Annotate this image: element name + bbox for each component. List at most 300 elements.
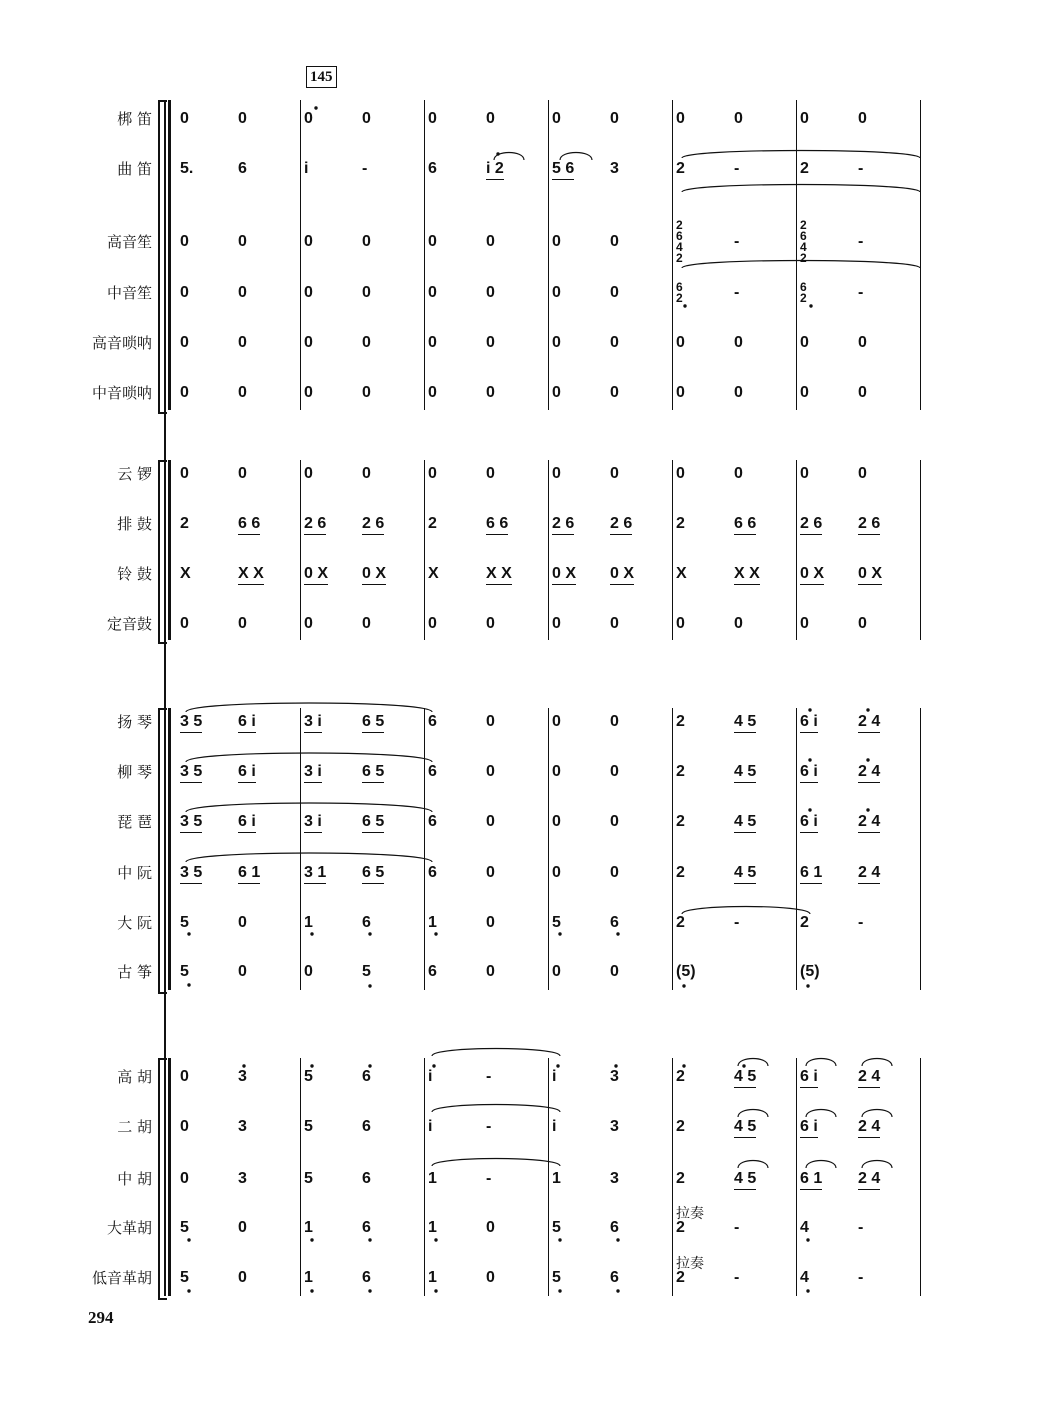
note-cell: 3 [238, 1068, 247, 1085]
note-cell: 4 5 [734, 1117, 756, 1138]
note-cell: 3 [610, 1170, 619, 1187]
instrument-label: 琵 琶 [117, 813, 152, 831]
note-cell: 2 6 [362, 514, 384, 535]
note-cell: 0 [304, 963, 313, 980]
note-cell: 5 [180, 963, 189, 980]
octave-dot [556, 1064, 559, 1067]
note-cell: 2 6 4 2 [800, 218, 807, 265]
note-cell: 3 [610, 1118, 619, 1135]
note-cell: 6 1 [800, 1169, 822, 1190]
note-cell: 5 [552, 1219, 561, 1236]
note-cell: 6 [362, 1068, 371, 1085]
note-cell: 0 [238, 110, 247, 127]
note-cell: - [858, 160, 864, 177]
note-cell: 6 i [800, 712, 818, 733]
note-cell: 0 [486, 384, 495, 401]
note-cell: 2 [180, 515, 189, 532]
note-cell: 0 [304, 384, 313, 401]
note-cell: - [734, 914, 740, 931]
note-cell: 2 [676, 1219, 685, 1236]
note-cell: 2 [800, 160, 809, 177]
note-cell: 0 [486, 1269, 495, 1286]
note-cell: 0 [676, 384, 685, 401]
note-cell: - [486, 1068, 492, 1085]
note-cell: 5 [552, 914, 561, 931]
note-cell: - [734, 1269, 740, 1286]
note-cell: 2 [676, 864, 685, 881]
note-cell: 0 X [552, 564, 576, 585]
note-cell: i [304, 160, 309, 177]
note-cell: 0 [676, 465, 685, 482]
note-cell: 6 [610, 914, 619, 931]
note-cell: 0 [238, 615, 247, 632]
note-cell: 0 [180, 334, 189, 351]
slur [862, 1059, 892, 1067]
tie [682, 151, 920, 159]
note-cell: 2 4 [858, 863, 880, 884]
note-cell: 0 [734, 384, 743, 401]
octave-dot [682, 1064, 685, 1067]
note-cell: 2 4 [858, 1067, 880, 1088]
octave-dot [616, 1289, 619, 1292]
note-cell: 0 [610, 963, 619, 980]
note-cell: i [552, 1118, 557, 1135]
note-cell: 2 [676, 1068, 685, 1085]
note-cell: 2 6 [610, 514, 632, 535]
note-cell: 6 i [800, 812, 818, 833]
instrument-label: 梆 笛 [117, 110, 152, 128]
note-cell: 0 [858, 110, 867, 127]
instrument-label: 中音笙 [106, 284, 152, 302]
note-cell: 0 [676, 110, 685, 127]
octave-dot [310, 1289, 313, 1292]
note-cell: 0 X [304, 564, 328, 585]
note-cell: 0 [610, 713, 619, 730]
note-cell: 2 6 [304, 514, 326, 535]
octave-dot [808, 808, 811, 811]
note-cell: - [858, 914, 864, 931]
note-cell: 0 [428, 465, 437, 482]
octave-dot [310, 932, 313, 935]
note-cell: 0 [180, 233, 189, 250]
note-cell: 0 X [800, 564, 824, 585]
note-cell: 2 [676, 713, 685, 730]
note-cell: i 2 [486, 159, 504, 180]
note-cell: 0 [610, 763, 619, 780]
note-cell: 0 [304, 465, 313, 482]
note-cell: 2 [676, 160, 685, 177]
note-cell: 2 [676, 914, 685, 931]
octave-dot [368, 932, 371, 935]
note-cell: 5 [304, 1118, 313, 1135]
slur [560, 153, 592, 161]
slur [806, 1110, 836, 1118]
octave-dot [496, 152, 499, 155]
octave-dot [682, 984, 685, 987]
note-cell: 0 X [610, 564, 634, 585]
instrument-label: 大革胡 [106, 1219, 152, 1237]
octave-dot [806, 984, 809, 987]
note-cell: - [734, 1219, 740, 1236]
note-cell: 4 5 [734, 712, 756, 733]
note-cell: 1 [428, 1170, 437, 1187]
bowing-marking: 拉奏 [676, 1256, 704, 1272]
bowing-marking: 拉奏 [676, 1206, 704, 1222]
note-cell: X X [734, 564, 760, 585]
slur [186, 803, 432, 812]
page-number: 294 [88, 1308, 114, 1327]
octave-dot [558, 932, 561, 935]
note-cell: - [734, 284, 740, 301]
note-cell: 5 [304, 1068, 313, 1085]
octave-dot [558, 1238, 561, 1241]
note-cell: 2 [676, 515, 685, 532]
note-cell: 3 [238, 1118, 247, 1135]
note-cell: 6 i [238, 712, 256, 733]
note-cell: 0 [180, 110, 189, 127]
instrument-label: 高音唢呐 [91, 334, 152, 352]
octave-dot [806, 1289, 809, 1292]
note-cell: 0 [238, 1219, 247, 1236]
note-cell: 0 [486, 465, 495, 482]
note-cell: 0 [858, 465, 867, 482]
note-cell: 0 [238, 465, 247, 482]
note-cell: 0 [610, 465, 619, 482]
tie [432, 1105, 560, 1113]
note-cell: 0 [304, 110, 313, 127]
note-cell: 0 [486, 233, 495, 250]
note-cell: 0 [180, 465, 189, 482]
note-cell: 0 [734, 465, 743, 482]
note-cell: 1 [428, 1219, 437, 1236]
note-cell: 0 [610, 384, 619, 401]
octave-dot [866, 808, 869, 811]
note-cell: 2 6 [552, 514, 574, 535]
note-cell: 0 [858, 384, 867, 401]
note-cell: 0 [362, 334, 371, 351]
note-cell: 0 [486, 914, 495, 931]
note-cell: 3 1 [304, 863, 326, 884]
tie [432, 1049, 560, 1057]
note-cell: 5 [180, 1219, 189, 1236]
note-cell: 0 [858, 334, 867, 351]
note-cell: 0 [800, 334, 809, 351]
note-cell: 0 [800, 615, 809, 632]
note-cell: 5. [180, 160, 194, 177]
note-cell: 5 [180, 914, 189, 931]
note-cell: 3 [610, 160, 619, 177]
note-cell: 6 [428, 813, 437, 830]
note-cell: 0 [552, 615, 561, 632]
note-cell: 0 [676, 615, 685, 632]
octave-dot [187, 1289, 190, 1292]
note-cell: 0 [428, 334, 437, 351]
note-cell: 0 [800, 465, 809, 482]
octave-dot [368, 1238, 371, 1241]
note-cell: 0 [428, 615, 437, 632]
note-cell: 6 [428, 864, 437, 881]
note-cell: 3 5 [180, 863, 202, 884]
note-cell: 6 i [238, 762, 256, 783]
note-cell: 0 [238, 384, 247, 401]
slur [738, 1110, 768, 1118]
octave-dot [242, 1064, 245, 1067]
note-cell: - [486, 1118, 492, 1135]
slur [806, 1161, 836, 1169]
note-cell: 5 6 [552, 159, 574, 180]
octave-dot [866, 758, 869, 761]
note-cell: 3 i [304, 712, 322, 733]
note-cell: 5 [180, 1269, 189, 1286]
note-cell: 2 [428, 515, 437, 532]
instrument-label: 中音唢呐 [91, 384, 152, 402]
octave-dot [616, 932, 619, 935]
instrument-label: 云 锣 [117, 465, 152, 483]
octave-dot [434, 1238, 437, 1241]
note-cell: 6 i [800, 1117, 818, 1138]
note-cell: 1 [428, 1269, 437, 1286]
octave-dot [558, 1289, 561, 1292]
note-cell: 4 [800, 1269, 809, 1286]
note-cell: 2 [800, 914, 809, 931]
note-cell: 0 [362, 110, 371, 127]
note-cell: 6 2 [800, 280, 807, 305]
note-cell: - [734, 233, 740, 250]
slur [862, 1110, 892, 1118]
note-cell: 2 6 [858, 514, 880, 535]
note-cell: 0 [552, 334, 561, 351]
note-cell: 0 [238, 233, 247, 250]
note-cell: 0 [362, 465, 371, 482]
note-cell: 6 i [800, 762, 818, 783]
note-cell: 6 5 [362, 812, 384, 833]
octave-dot [187, 1238, 190, 1241]
note-cell: 0 [676, 334, 685, 351]
tie [682, 261, 920, 269]
note-cell: 0 [858, 615, 867, 632]
note-cell: 0 [800, 384, 809, 401]
note-cell: 2 4 [858, 812, 880, 833]
tie [432, 1159, 560, 1167]
note-cell: X [676, 565, 687, 582]
note-cell: 0 [486, 813, 495, 830]
octave-dot [616, 1238, 619, 1241]
note-cell: 2 [676, 763, 685, 780]
note-cell: 4 5 [734, 812, 756, 833]
octave-dot [368, 984, 371, 987]
note-cell: 2 6 4 2 [676, 218, 683, 265]
note-cell: 0 [552, 284, 561, 301]
note-cell: i [428, 1118, 433, 1135]
note-cell: 6 i [800, 1067, 818, 1088]
note-cell: 5 [362, 963, 371, 980]
note-cell: 4 5 [734, 762, 756, 783]
note-cell: 0 [238, 914, 247, 931]
note-cell: 0 [486, 1219, 495, 1236]
instrument-label: 古 筝 [117, 963, 152, 981]
tie [682, 907, 810, 915]
instrument-label: 高音笙 [106, 233, 152, 251]
instrument-label: 曲 笛 [117, 160, 152, 178]
note-cell: 0 [486, 284, 495, 301]
note-cell: 0 [610, 334, 619, 351]
note-cell: 0 [238, 963, 247, 980]
instrument-label: 高 胡 [117, 1068, 152, 1086]
note-cell: 0 [552, 963, 561, 980]
note-cell: 6 [238, 160, 247, 177]
instrument-label: 大 阮 [117, 914, 152, 932]
note-cell: 0 [552, 233, 561, 250]
note-cell: i [552, 1068, 557, 1085]
octave-dot [614, 1064, 617, 1067]
instrument-label: 扬 琴 [117, 713, 152, 731]
note-cell: 6 5 [362, 863, 384, 884]
instrument-label: 排 鼓 [117, 515, 152, 533]
note-cell: 0 [552, 110, 561, 127]
note-cell: 3 i [304, 762, 322, 783]
note-cell: 0 [362, 284, 371, 301]
note-cell: 0 [552, 813, 561, 830]
note-cell: 0 [734, 334, 743, 351]
note-cell: (5) [800, 963, 820, 980]
note-cell: 0 [800, 110, 809, 127]
note-cell: 0 [428, 284, 437, 301]
note-cell: 4 5 [734, 863, 756, 884]
slur [186, 753, 432, 762]
note-cell: 1 [428, 914, 437, 931]
note-cell: 2 4 [858, 762, 880, 783]
note-cell: 6 [362, 1269, 371, 1286]
note-cell: 0 [362, 384, 371, 401]
note-cell: 6 1 [800, 863, 822, 884]
note-cell: 3 i [304, 812, 322, 833]
note-cell: 1 [304, 1269, 313, 1286]
note-cell: 2 6 [800, 514, 822, 535]
note-cell: 6 [428, 963, 437, 980]
note-cell: 2 [676, 813, 685, 830]
note-cell: 0 [486, 334, 495, 351]
note-cell: - [858, 233, 864, 250]
note-cell: 3 5 [180, 762, 202, 783]
note-cell: 2 4 [858, 712, 880, 733]
note-cell: 6 [362, 1118, 371, 1135]
note-cell: 0 [304, 284, 313, 301]
note-cell: 0 [610, 864, 619, 881]
note-cell: 6 6 [238, 514, 260, 535]
note-cell: 6 1 [238, 863, 260, 884]
note-cell: X X [238, 564, 264, 585]
octave-dot [432, 1064, 435, 1067]
note-cell: X [180, 565, 191, 582]
octave-dot [310, 1064, 313, 1067]
note-cell: 2 [676, 1269, 685, 1286]
note-cell: X [428, 565, 439, 582]
note-cell: 5 [552, 1269, 561, 1286]
note-cell: 6 [362, 1170, 371, 1187]
note-cell: 6 [428, 763, 437, 780]
slur [806, 1059, 836, 1067]
note-cell: 6 [610, 1219, 619, 1236]
note-cell: 3 5 [180, 712, 202, 733]
octave-dot [368, 1064, 371, 1067]
note-cell: 0 [180, 284, 189, 301]
octave-dot [742, 1064, 745, 1067]
note-cell: 6 6 [486, 514, 508, 535]
note-cell: 3 [238, 1170, 247, 1187]
instrument-label: 二 胡 [117, 1118, 152, 1136]
note-cell: 0 [180, 384, 189, 401]
note-cell: 0 [610, 615, 619, 632]
octave-dot [866, 708, 869, 711]
note-cell: 0 [238, 1269, 247, 1286]
note-cell: 0 [238, 284, 247, 301]
note-cell: 6 6 [734, 514, 756, 535]
note-cell: 0 X [858, 564, 882, 585]
note-cell: 6 [428, 160, 437, 177]
note-cell: - [486, 1170, 492, 1187]
note-cell: 4 5 [734, 1169, 756, 1190]
note-cell: 4 5 [734, 1067, 756, 1088]
octave-dot [368, 1289, 371, 1292]
instrument-label: 中 阮 [117, 864, 152, 882]
note-cell: (5) [676, 963, 696, 980]
note-cell: 0 [552, 465, 561, 482]
note-cell: 0 [180, 615, 189, 632]
note-cell: 3 5 [180, 812, 202, 833]
octave-dot [314, 106, 317, 109]
note-cell: X X [486, 564, 512, 585]
note-cell: 0 [734, 110, 743, 127]
note-cell: 0 [610, 284, 619, 301]
note-cell: - [858, 1219, 864, 1236]
octave-dot [187, 932, 190, 935]
note-cell: 0 [180, 1170, 189, 1187]
slur [862, 1161, 892, 1169]
note-cell: 6 i [238, 812, 256, 833]
instrument-label: 铃 鼓 [117, 565, 152, 583]
note-cell: 0 [428, 233, 437, 250]
note-cell: 0 [304, 334, 313, 351]
octave-dot [434, 932, 437, 935]
note-cell: 0 [610, 233, 619, 250]
note-cell: 0 [552, 763, 561, 780]
note-cell: 0 [486, 963, 495, 980]
note-cell: 1 [304, 1219, 313, 1236]
note-cell: 0 [304, 615, 313, 632]
note-cell: 2 [676, 1170, 685, 1187]
note-cell: 0 [610, 110, 619, 127]
note-cell: 0 [552, 384, 561, 401]
instrument-label: 中 胡 [117, 1170, 152, 1188]
note-cell: 6 5 [362, 712, 384, 733]
note-cell: 0 [362, 615, 371, 632]
tie [682, 185, 920, 193]
note-cell: 2 4 [858, 1169, 880, 1190]
octave-dot [683, 304, 686, 307]
instrument-label: 柳 琴 [117, 763, 152, 781]
octave-dot [808, 708, 811, 711]
note-cell: 2 4 [858, 1117, 880, 1138]
note-cell: 0 [486, 763, 495, 780]
slur [186, 853, 432, 862]
note-cell: 0 [362, 233, 371, 250]
note-cell: 6 [428, 713, 437, 730]
note-cell: 0 [238, 334, 247, 351]
note-cell: 6 5 [362, 762, 384, 783]
note-cell: 0 X [362, 564, 386, 585]
note-cell: - [734, 160, 740, 177]
instrument-label: 定音鼓 [106, 615, 152, 633]
